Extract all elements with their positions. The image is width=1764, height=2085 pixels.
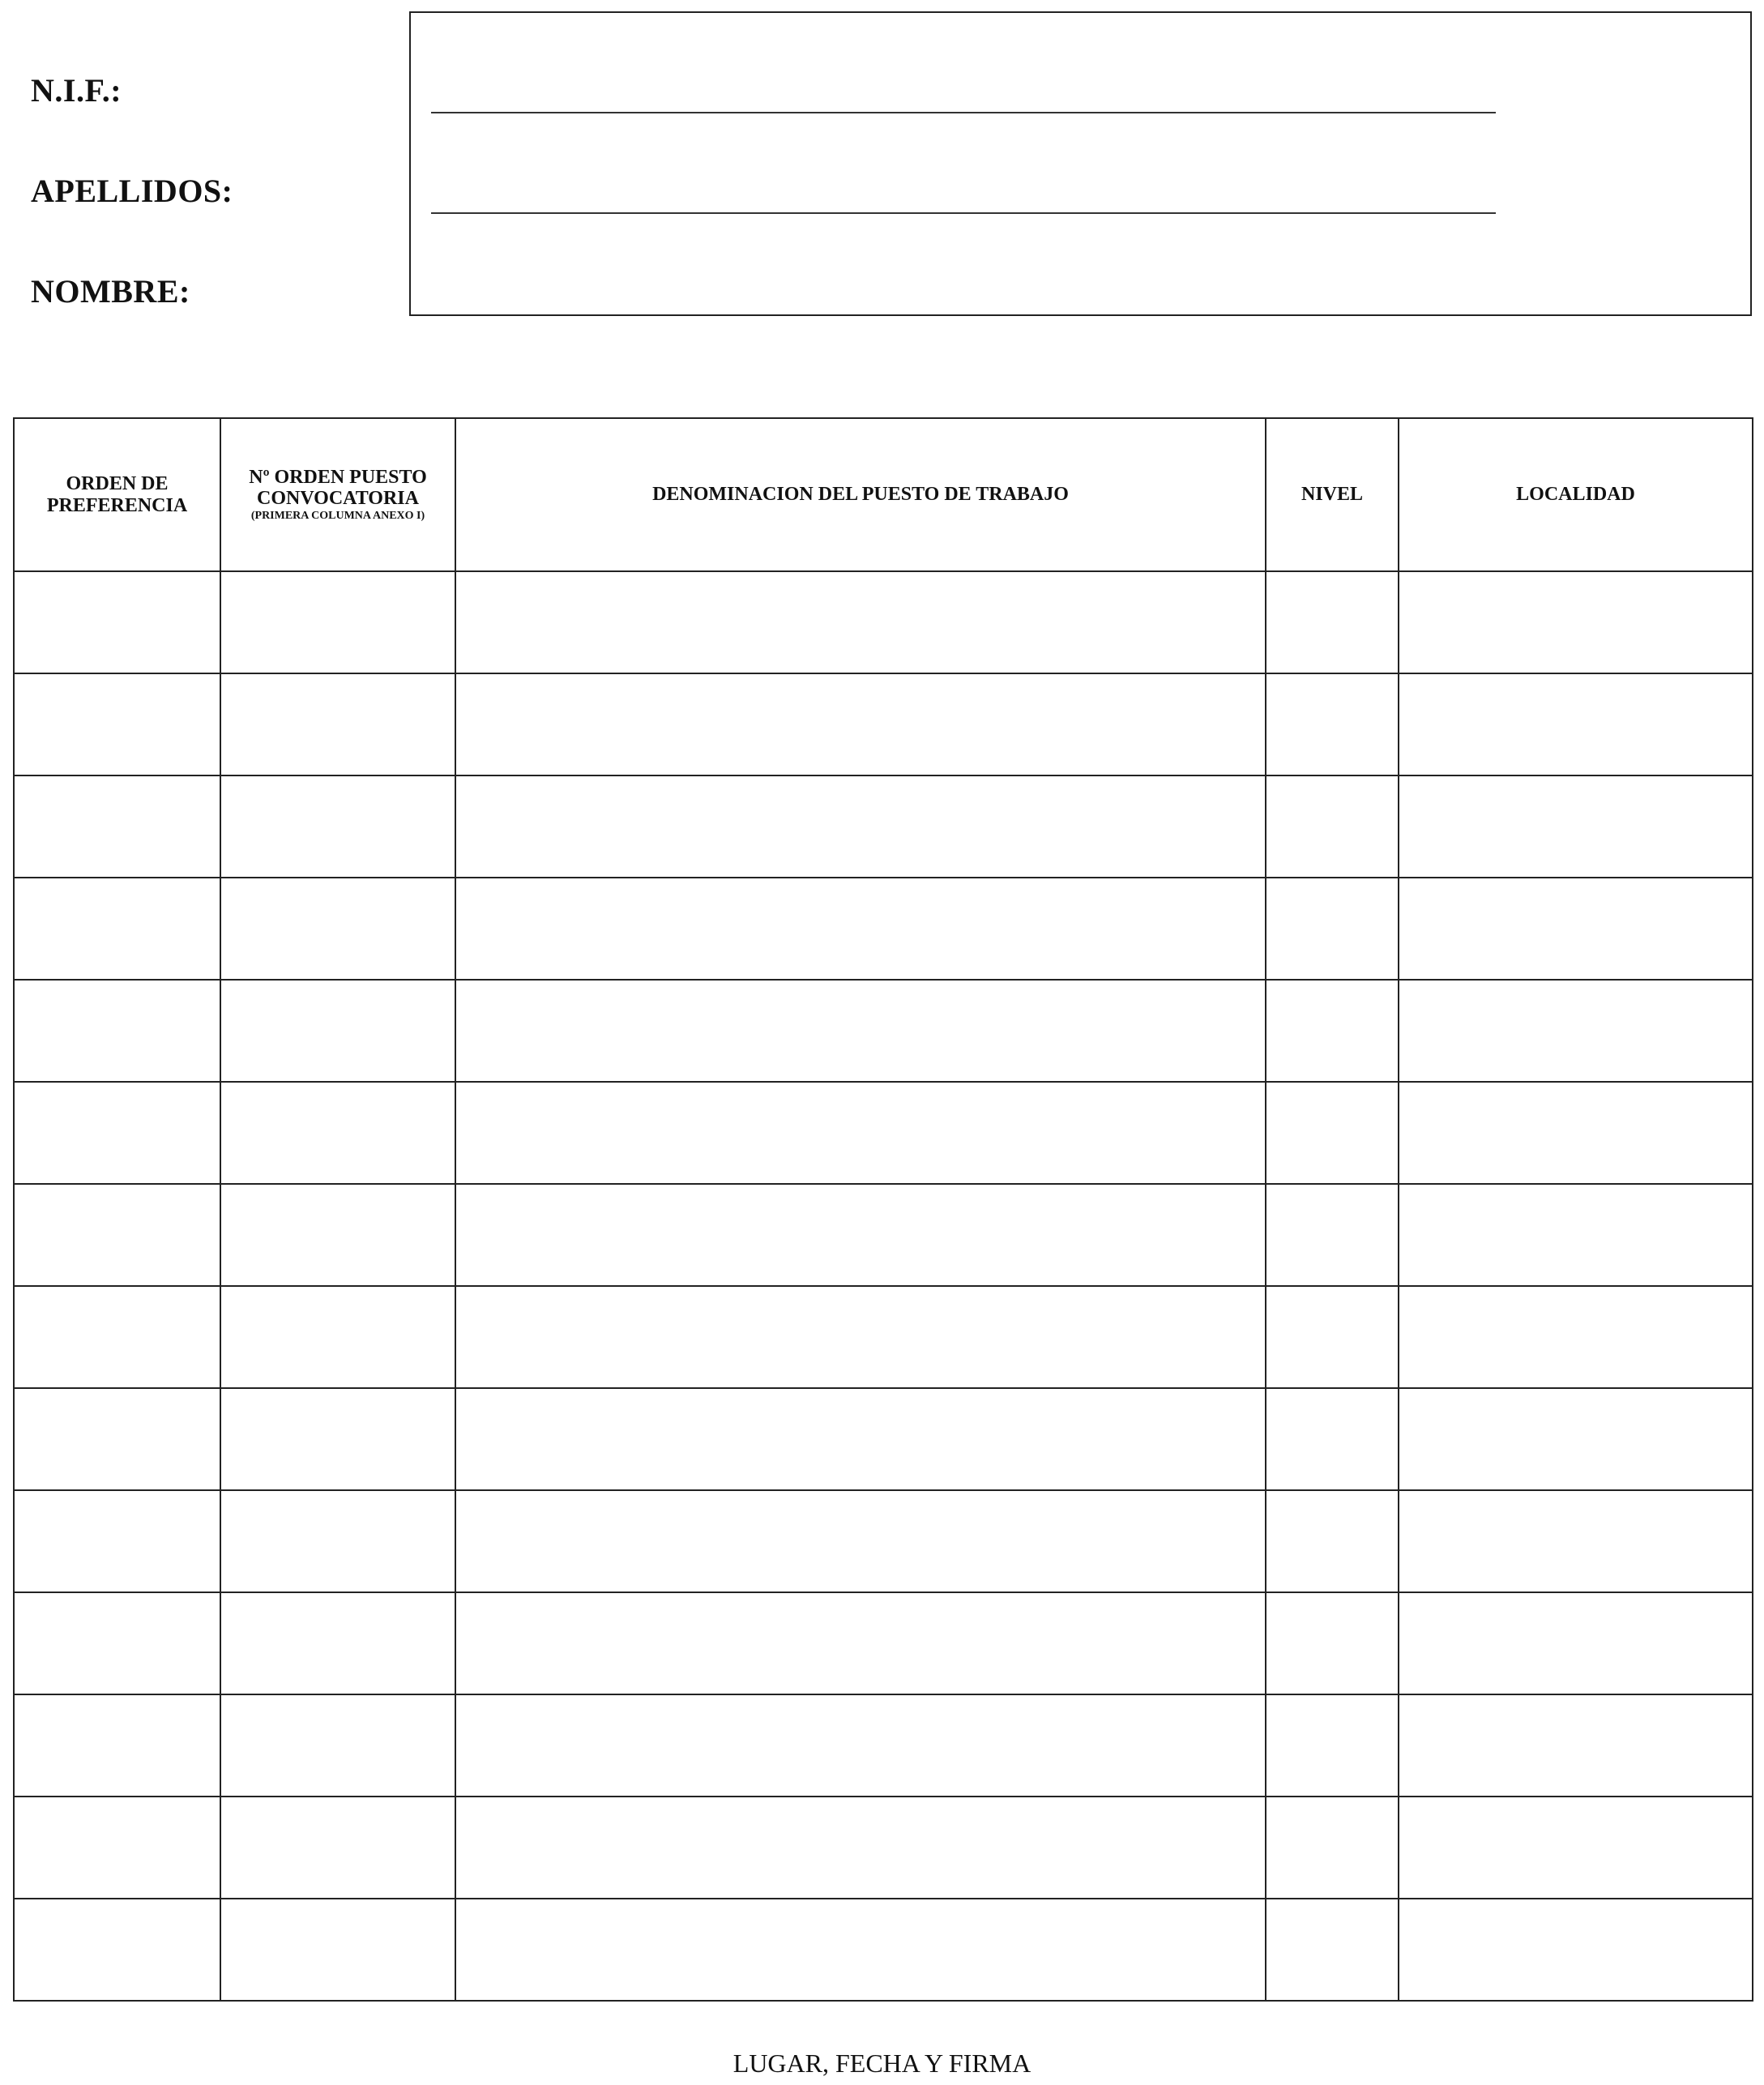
cell-orden-preferencia[interactable] <box>14 1592 220 1694</box>
cell-denominacion[interactable] <box>455 1184 1266 1286</box>
cell-denominacion[interactable] <box>455 571 1266 673</box>
cell-localidad[interactable] <box>1399 673 1753 775</box>
cell-nivel[interactable] <box>1266 1797 1399 1899</box>
cell-orden-preferencia[interactable] <box>14 1388 220 1490</box>
cell-orden-preferencia[interactable] <box>14 1490 220 1592</box>
cell-denominacion[interactable] <box>455 1286 1266 1388</box>
nombre-label: NOMBRE: <box>31 273 190 310</box>
cell-localidad[interactable] <box>1399 1286 1753 1388</box>
cell-nivel[interactable] <box>1266 878 1399 980</box>
cell-orden-preferencia[interactable] <box>14 1082 220 1184</box>
nif-label: N.I.F.: <box>31 72 122 109</box>
cell-denominacion[interactable] <box>455 673 1266 775</box>
table-body <box>14 571 1753 2001</box>
cell-nivel[interactable] <box>1266 1490 1399 1592</box>
cell-denominacion[interactable] <box>455 1899 1266 2001</box>
cell-orden-preferencia[interactable] <box>14 1899 220 2001</box>
cell-nivel[interactable] <box>1266 1082 1399 1184</box>
cell-n-orden[interactable] <box>220 878 455 980</box>
cell-localidad[interactable] <box>1399 878 1753 980</box>
table-row <box>14 1899 1753 2001</box>
cell-nivel[interactable] <box>1266 1694 1399 1797</box>
table-row <box>14 1286 1753 1388</box>
cell-nivel[interactable] <box>1266 1184 1399 1286</box>
cell-orden-preferencia[interactable] <box>14 980 220 1082</box>
preferences-table <box>13 417 1753 2002</box>
cell-localidad[interactable] <box>1399 1694 1753 1797</box>
cell-denominacion[interactable] <box>455 878 1266 980</box>
cell-n-orden[interactable] <box>220 775 455 878</box>
cell-denominacion[interactable] <box>455 1082 1266 1184</box>
header-n-orden <box>220 418 455 571</box>
cell-denominacion[interactable] <box>455 1694 1266 1797</box>
header-n-orden-note: (PRIMERA COLUMNA ANEXO I) <box>250 509 425 522</box>
header-orden-preferencia: ORDEN DE PREFERENCIA <box>14 418 220 571</box>
cell-nivel[interactable] <box>1266 1899 1399 2001</box>
cell-n-orden[interactable] <box>220 1797 455 1899</box>
cell-orden-preferencia[interactable] <box>14 1694 220 1797</box>
cell-localidad[interactable] <box>1399 980 1753 1082</box>
cell-n-orden[interactable] <box>220 1899 455 2001</box>
header-denominacion: DENOMINACION DEL PUESTO DE TRABAJO <box>455 418 1266 571</box>
cell-n-orden[interactable] <box>220 1592 455 1694</box>
table-row <box>14 1797 1753 1899</box>
nif-entry-line[interactable] <box>431 112 1496 113</box>
cell-n-orden[interactable] <box>220 1490 455 1592</box>
cell-orden-preferencia[interactable] <box>14 1184 220 1286</box>
table-row <box>14 1184 1753 1286</box>
cell-localidad[interactable] <box>1399 571 1753 673</box>
table-row <box>14 1490 1753 1592</box>
table-row <box>14 878 1753 980</box>
cell-denominacion[interactable] <box>455 980 1266 1082</box>
header-nivel: NIVEL <box>1266 418 1399 571</box>
cell-n-orden[interactable] <box>220 980 455 1082</box>
table-row <box>14 980 1753 1082</box>
cell-denominacion[interactable] <box>455 1592 1266 1694</box>
cell-nivel[interactable] <box>1266 673 1399 775</box>
table-row <box>14 1082 1753 1184</box>
cell-localidad[interactable] <box>1399 1899 1753 2001</box>
cell-n-orden[interactable] <box>220 1286 455 1388</box>
cell-denominacion[interactable] <box>455 1388 1266 1490</box>
cell-n-orden[interactable] <box>220 1184 455 1286</box>
header-localidad: LOCALIDAD <box>1399 418 1753 571</box>
table-row <box>14 1388 1753 1490</box>
table-row <box>14 571 1753 673</box>
cell-n-orden[interactable] <box>220 1082 455 1184</box>
cell-localidad[interactable] <box>1399 1184 1753 1286</box>
cell-orden-preferencia[interactable] <box>14 1797 220 1899</box>
header-n-orden-label: Nº ORDEN PUESTO CONVOCATORIA <box>249 467 427 510</box>
table-row <box>14 1694 1753 1797</box>
cell-n-orden[interactable] <box>220 673 455 775</box>
cell-localidad[interactable] <box>1399 1388 1753 1490</box>
cell-orden-preferencia[interactable] <box>14 1286 220 1388</box>
cell-nivel[interactable] <box>1266 980 1399 1082</box>
lugar-fecha-firma: LUGAR, FECHA Y FIRMA <box>733 2049 1031 2078</box>
table-header-row <box>14 418 1753 571</box>
cell-localidad[interactable] <box>1399 775 1753 878</box>
identification-box <box>409 11 1752 316</box>
cell-orden-preferencia[interactable] <box>14 775 220 878</box>
cell-denominacion[interactable] <box>455 1797 1266 1899</box>
cell-nivel[interactable] <box>1266 1286 1399 1388</box>
cell-localidad[interactable] <box>1399 1797 1753 1899</box>
cell-n-orden[interactable] <box>220 571 455 673</box>
cell-denominacion[interactable] <box>455 1490 1266 1592</box>
cell-nivel[interactable] <box>1266 1388 1399 1490</box>
cell-orden-preferencia[interactable] <box>14 571 220 673</box>
cell-localidad[interactable] <box>1399 1592 1753 1694</box>
apellidos-label: APELLIDOS: <box>31 173 233 209</box>
cell-n-orden[interactable] <box>220 1388 455 1490</box>
cell-nivel[interactable] <box>1266 775 1399 878</box>
cell-denominacion[interactable] <box>455 775 1266 878</box>
table-row <box>14 1592 1753 1694</box>
cell-nivel[interactable] <box>1266 1592 1399 1694</box>
table-row <box>14 775 1753 878</box>
cell-orden-preferencia[interactable] <box>14 673 220 775</box>
table-row <box>14 673 1753 775</box>
cell-localidad[interactable] <box>1399 1082 1753 1184</box>
cell-n-orden[interactable] <box>220 1694 455 1797</box>
cell-nivel[interactable] <box>1266 571 1399 673</box>
cell-localidad[interactable] <box>1399 1490 1753 1592</box>
cell-orden-preferencia[interactable] <box>14 878 220 980</box>
apellidos-entry-line[interactable] <box>431 212 1496 214</box>
